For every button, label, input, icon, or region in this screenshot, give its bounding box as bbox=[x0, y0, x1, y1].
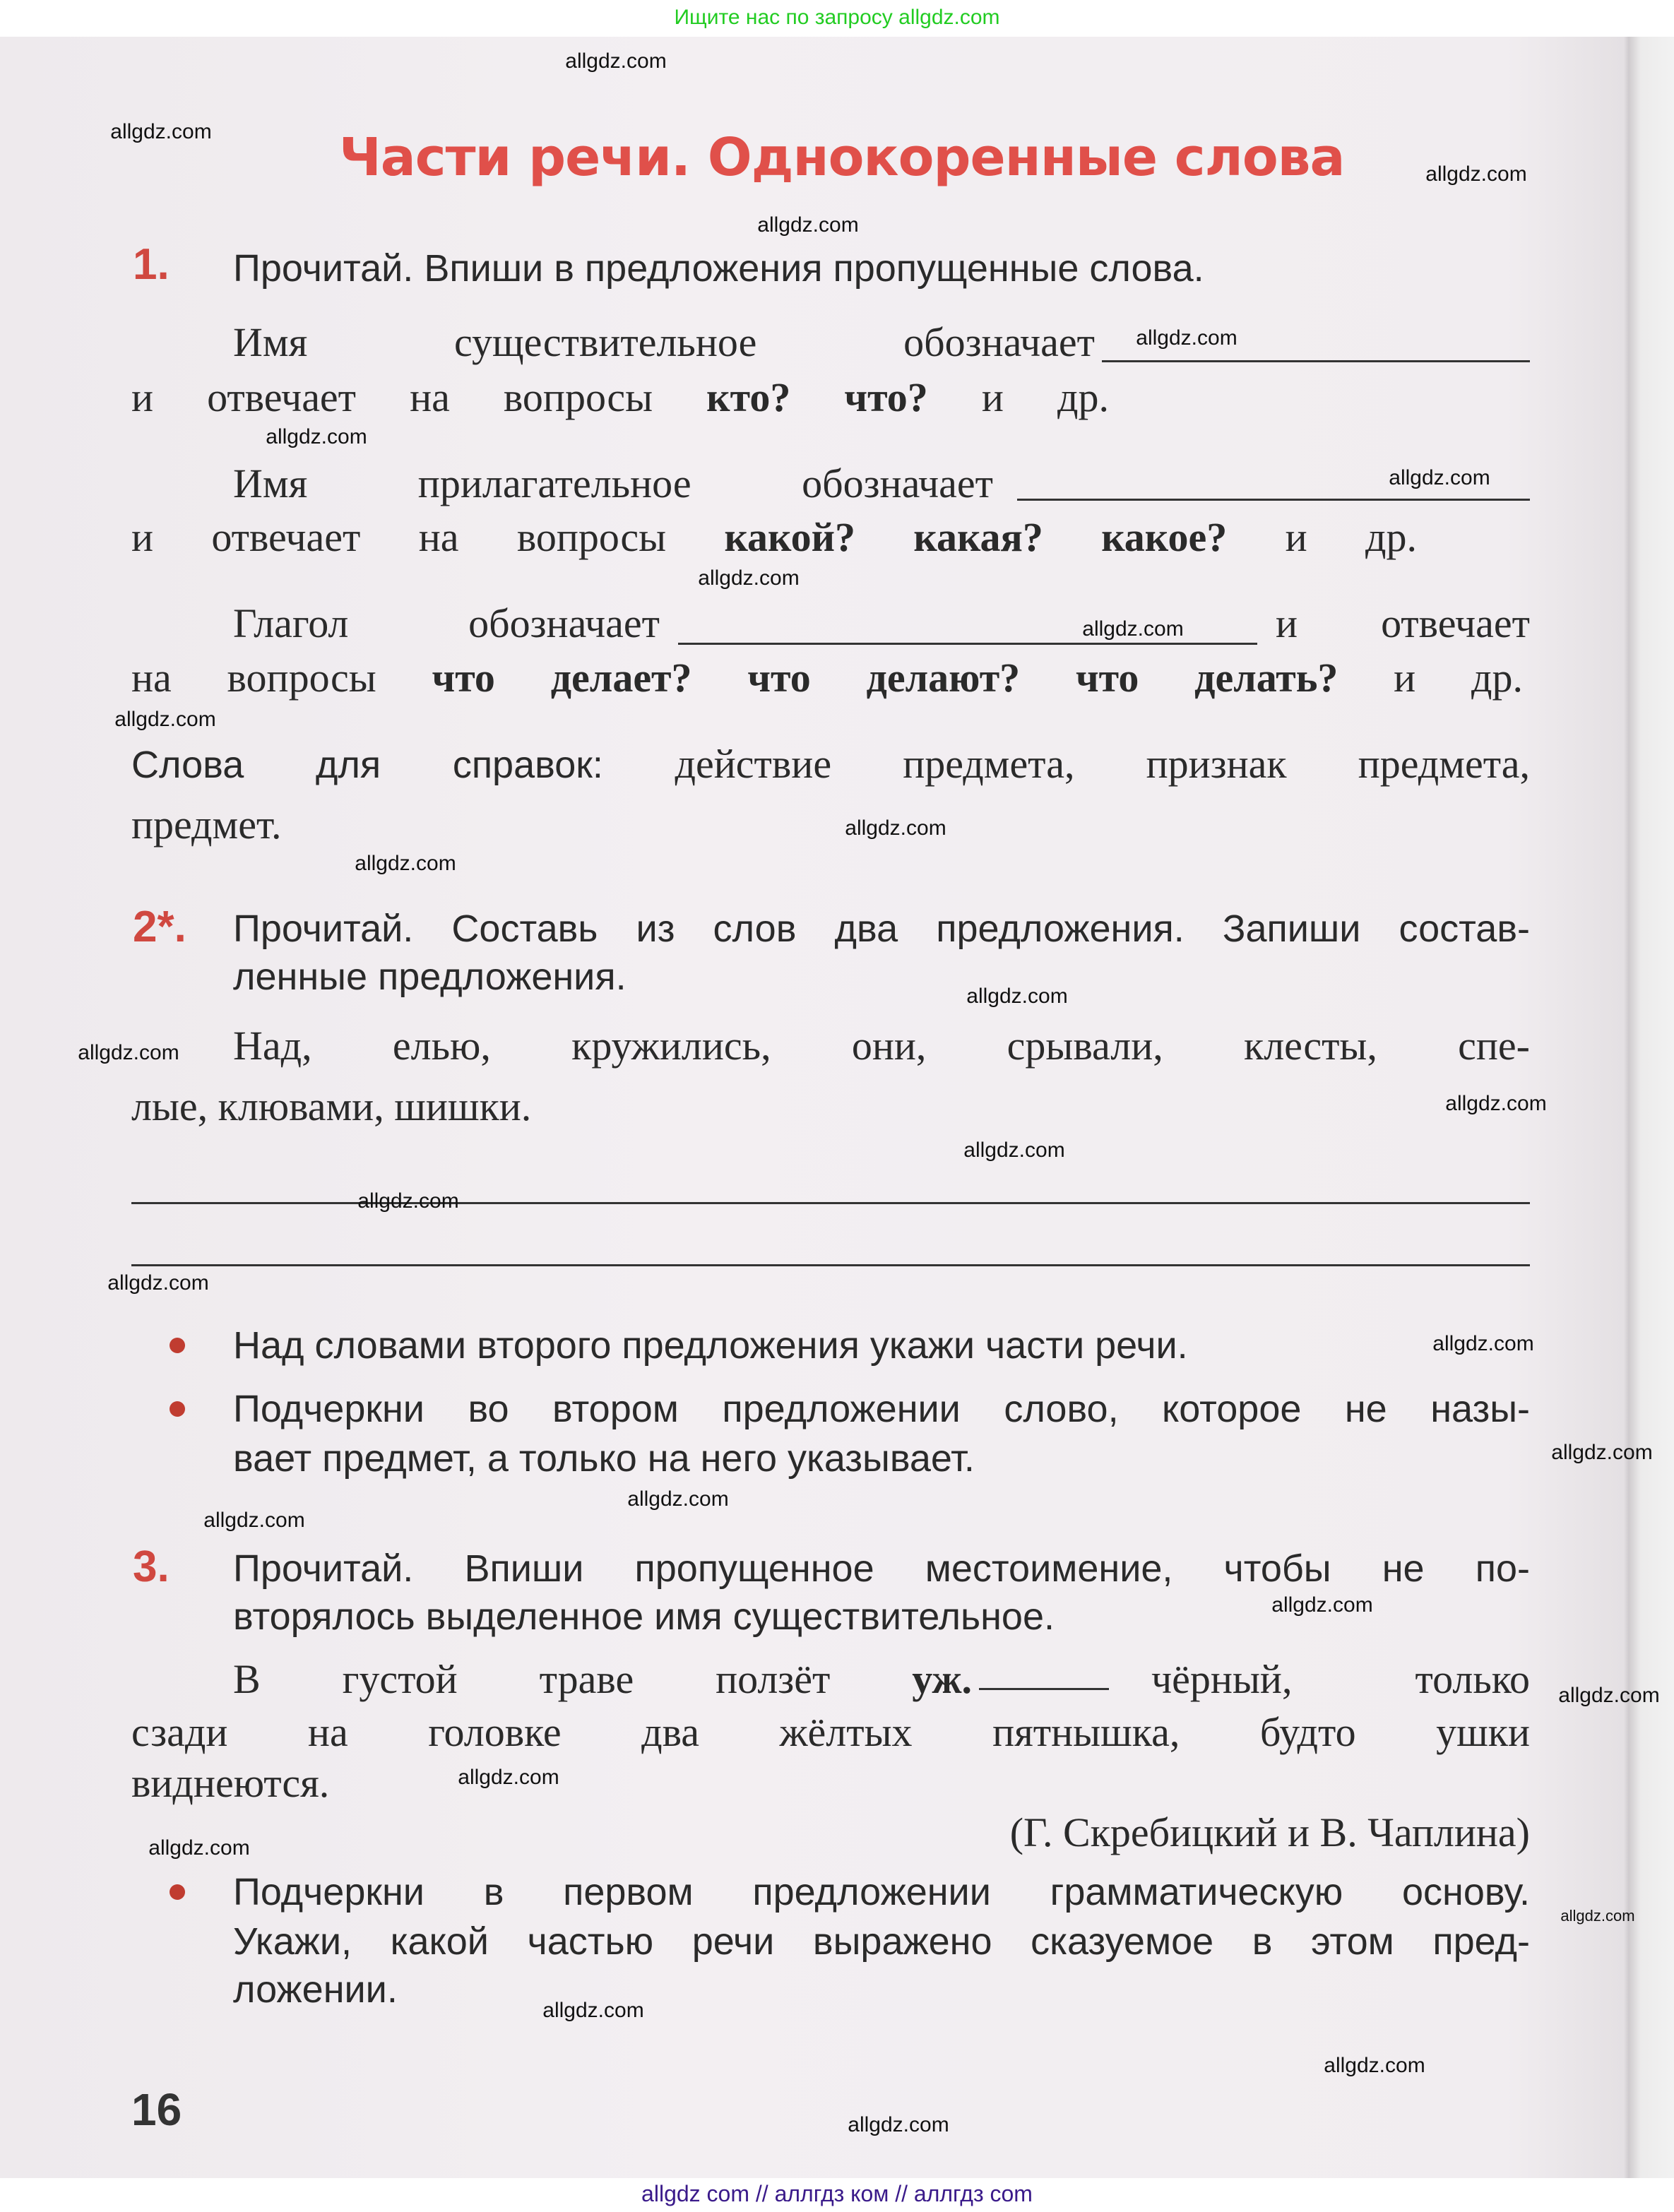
highlighted-noun: уж. bbox=[912, 1656, 972, 1702]
sentence bbox=[131, 513, 1417, 562]
text: на вопросы bbox=[131, 655, 432, 701]
text: и др. bbox=[1338, 655, 1523, 701]
watermark: allgdz.com bbox=[1324, 2054, 1425, 2077]
watermark: allgdz.com bbox=[757, 213, 859, 237]
top-banner[interactable]: Ищите нас по запросу allgdz.com bbox=[674, 6, 1000, 29]
watermark: allgdz.com bbox=[78, 1041, 179, 1064]
hint-words bbox=[131, 739, 1530, 790]
word-list: лые, клювами, шишки. bbox=[131, 1083, 532, 1129]
answer-blank[interactable] bbox=[1102, 360, 1530, 362]
page-title: Части речи. Однокоренные слова bbox=[339, 127, 1345, 188]
bullet-icon bbox=[170, 1401, 185, 1417]
watermark: allgdz.com bbox=[1425, 162, 1527, 186]
watermark: allgdz.com bbox=[848, 2113, 949, 2136]
text: и отвечает на вопросы bbox=[131, 514, 725, 560]
task-instruction: ленные предложения. bbox=[233, 956, 627, 998]
hint-label: Слова для справок: bbox=[131, 744, 675, 786]
story-text bbox=[233, 1655, 972, 1704]
answer-blank[interactable] bbox=[979, 1688, 1109, 1690]
watermark: allgdz.com bbox=[148, 1836, 250, 1860]
bottom-banner[interactable]: allgdz com // аллгдз ком // аллгдз com bbox=[641, 2181, 1033, 2206]
text: и отвечает на вопросы bbox=[131, 374, 707, 420]
watermark: allgdz.com bbox=[203, 1509, 305, 1532]
text: и др. bbox=[1227, 514, 1417, 560]
bold-question: что делает? что делают? что делать? bbox=[432, 655, 1338, 701]
watermark: allgdz.com bbox=[966, 985, 1068, 1008]
hint-text: действие предмета, признак предмета, bbox=[675, 741, 1530, 787]
watermark: allgdz.com bbox=[107, 1271, 209, 1295]
answer-blank[interactable] bbox=[678, 643, 1257, 645]
bullet-text: Подчеркни во втором предложении слово, которое не назы- bbox=[233, 1388, 1530, 1430]
bullet-icon bbox=[170, 1338, 185, 1353]
watermark: allgdz.com bbox=[1560, 1907, 1635, 1925]
page-number: 16 bbox=[131, 2084, 182, 2135]
task-number: 1. bbox=[133, 240, 170, 289]
watermark: allgdz.com bbox=[1271, 1593, 1373, 1617]
bullet-text: вает предмет, а только на него указывает. bbox=[233, 1437, 975, 1480]
watermark: allgdz.com bbox=[458, 1766, 559, 1789]
watermark: allgdz.com bbox=[114, 708, 216, 731]
sentence: Глагол обозначает bbox=[233, 600, 660, 646]
watermark: allgdz.com bbox=[1551, 1441, 1653, 1464]
watermark: allgdz.com bbox=[1082, 617, 1184, 641]
watermark: allgdz.com bbox=[542, 1999, 644, 2022]
watermark: allgdz.com bbox=[1136, 326, 1237, 350]
author: (Г. Скребицкий и В. Чаплина) bbox=[1009, 1809, 1530, 1855]
watermark: allgdz.com bbox=[845, 816, 946, 840]
sentence bbox=[131, 653, 1523, 703]
sentence: и отвечает bbox=[1276, 600, 1530, 646]
watermark: allgdz.com bbox=[1558, 1684, 1660, 1707]
sentence: Имя существительное обозначает bbox=[233, 319, 1095, 365]
word-list: Над, елью, кружились, они, срывали, клесты, спе- bbox=[233, 1023, 1530, 1069]
task-instruction: Прочитай. Составь из слов два предложения. Запиши состав- bbox=[233, 908, 1530, 950]
text: и др. bbox=[927, 374, 1109, 420]
watermark: allgdz.com bbox=[1432, 1332, 1534, 1355]
task-instruction: Прочитай. Впиши в предложения пропущенные слова. bbox=[233, 247, 1204, 290]
task-instruction: вторялось выделенное имя существительное. bbox=[233, 1595, 1055, 1638]
task-number: 3. bbox=[133, 1542, 170, 1591]
watermark: allgdz.com bbox=[110, 120, 212, 143]
story-text: чёрный, только bbox=[1151, 1656, 1530, 1702]
bullet-text: Укажи, какой частью речи выражено сказуемое в этом пред- bbox=[233, 1920, 1530, 1963]
bullet-text: Подчеркни в первом предложении грамматическую основу. bbox=[233, 1871, 1530, 1913]
task-number: 2*. bbox=[133, 903, 186, 951]
bullet-text: ложении. bbox=[233, 1968, 398, 2011]
bold-question: кто? что? bbox=[706, 374, 928, 420]
watermark: allgdz.com bbox=[627, 1487, 729, 1511]
sentence: Имя прилагательное обозначает bbox=[233, 460, 993, 506]
watermark: allgdz.com bbox=[963, 1138, 1065, 1162]
story-text: сзади на головке два жёлтых пятнышка, будто ушки bbox=[131, 1709, 1530, 1755]
watermark: allgdz.com bbox=[266, 425, 367, 448]
story-text: виднеются. bbox=[131, 1760, 330, 1806]
hint-text: предмет. bbox=[131, 802, 282, 848]
bold-question: какой? какая? какое? bbox=[724, 514, 1228, 560]
bullet-icon bbox=[170, 1884, 185, 1900]
watermark: allgdz.com bbox=[698, 566, 800, 590]
watermark: allgdz.com bbox=[1445, 1092, 1547, 1115]
sentence bbox=[131, 373, 1109, 422]
watermark: allgdz.com bbox=[1389, 466, 1490, 489]
watermark: allgdz.com bbox=[357, 1189, 459, 1213]
answer-line[interactable] bbox=[131, 1202, 1530, 1204]
answer-line[interactable] bbox=[131, 1264, 1530, 1266]
watermark: allgdz.com bbox=[565, 49, 667, 73]
answer-blank[interactable] bbox=[1017, 499, 1530, 501]
task-instruction: Прочитай. Впиши пропущенное местоимение, чтобы не по- bbox=[233, 1547, 1530, 1590]
bullet-text: Над словами второго предложения укажи части речи. bbox=[233, 1324, 1188, 1367]
watermark: allgdz.com bbox=[355, 852, 456, 875]
text: В густой траве ползёт bbox=[233, 1656, 913, 1702]
